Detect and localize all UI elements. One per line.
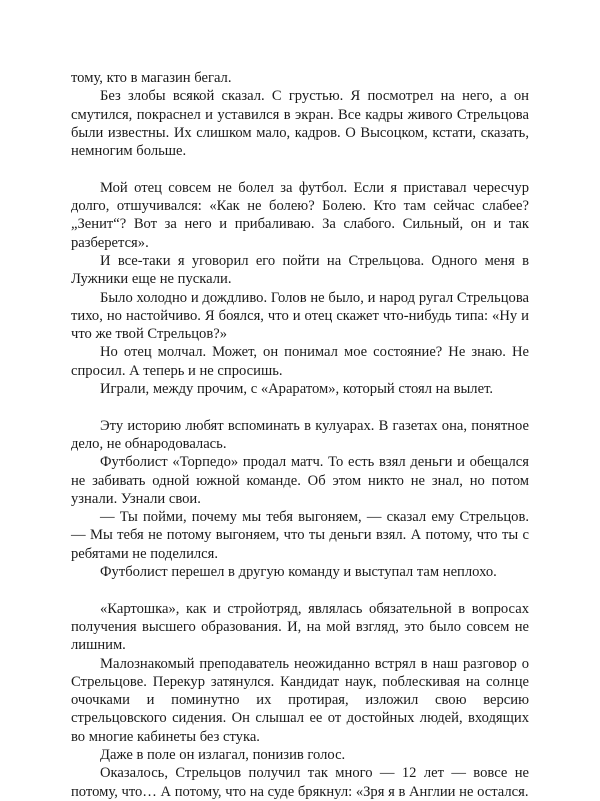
paragraph: Было холодно и дождливо. Голов не было, и народ ругал Стрельцова тихо, но настойчиво. Я боялся, что и отец скажет что-нибудь типа: «Ну и что же твой Стрельцов?» [71,289,529,343]
paragraph: Футболист «Торпедо» продал матч. То есть взял деньги и обещался не забивать одной южной команде. Об этом никто не знал, но потом узнали. Узнали свои. [71,454,529,507]
section-break [71,398,529,416]
paragraph: — Ты пойми, почему мы тебя выгоняем, — сказал ему Стрельцов. — Мы тебя не потому выгоняем, что ты деньги взял. А потому, что ты с ребятами не поделился. [71,509,529,562]
text-block [71,69,529,160]
paragraph: Играли, между прочим, с «Араратом», который стоял на вылет. [100,381,493,398]
text-block [71,417,529,582]
paragraph: Даже в поле он излагал, понизив голос. [100,746,346,763]
paragraph: тому, кто в магазин бегал. [71,70,232,86]
paragraph: Малознакомый преподаватель неожиданно встрял в наш разговор о Стрельцове. Перекур затянулся. Кандидат наук, поблескивая на солнце очочками и поминутно их протирая, изложил свою версию стрельцовского сидения. Он слышал ее от достойных людей, входящих во многие кабинеты без стука. [71,655,529,745]
paragraph: Эту историю любят вспоминать в кулуарах. В газетах она, понятное дело, не обнародовалась. [71,417,529,452]
paragraph: Но отец молчал. Может, он понимал мое состояние? Не знаю. Не спросил. А теперь и не спросишь. [71,344,529,379]
section-break [71,160,529,178]
section-break [71,581,529,599]
paragraph: Футболист перешел в другую команду и выступал там неплохо. [100,564,497,581]
paragraph: И все-таки я уговорил его пойти на Стрельцова. Одного меня в Лужники еще не пускали. [71,252,529,288]
text-block [71,600,529,801]
document-page [71,69,529,801]
paragraph: «Картошка», как и стройотряд, являлась обязательной в вопросах получения высшего образования. И, на мой взгляд, это было совсем не лишним. [71,600,529,654]
paragraph: Без злобы всякой сказал. С грустью. Я посмотрел на него, а он смутился, покраснел и уставился в экран. Все кадры живого Стрельцова были известны. Их слишком мало, кадров. О Высоцком, кстати, сказать, немногим больше. [71,88,529,160]
paragraph: Мой отец совсем не болел за футбол. Если я приставал чересчур долго, отшучивался: «Как не болею? Болею. Кто там сейчас слабее? „Зенит“? Вот за него и прибаливаю. За слабого. Сильный, он и так разберется». [71,179,529,251]
text-block [71,179,529,399]
paragraph: Оказалось, Стрельцов получил так много — 12 лет — вовсе не потому, что… А потому, что на суде брякнул: «Зря я в Англии не остался. [71,765,529,800]
